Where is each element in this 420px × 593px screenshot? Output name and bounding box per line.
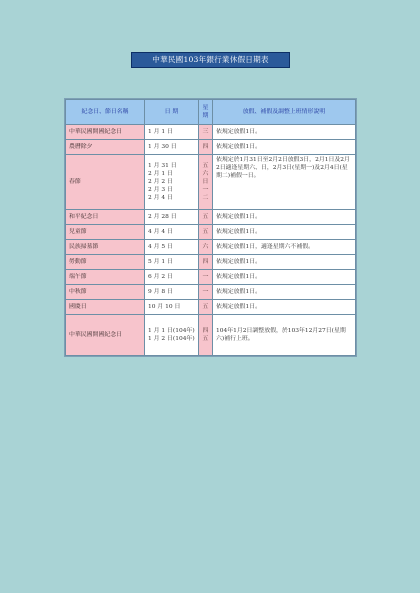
header-note: 放假、補假及調整上班情形說明 bbox=[213, 100, 355, 124]
holiday-weekday: 四 bbox=[199, 255, 212, 269]
holiday-date: 2 月 28 日 bbox=[145, 210, 198, 224]
holiday-note: 依規定放假1日。 bbox=[213, 285, 355, 299]
table-row bbox=[66, 300, 355, 314]
holiday-name: 兒童節 bbox=[66, 225, 144, 239]
holiday-name: 勞動節 bbox=[66, 255, 144, 269]
holiday-note: 104年1月2日調整放假，於103年12月27日(星期六)補行上班。 bbox=[213, 315, 355, 355]
holiday-name: 端午節 bbox=[66, 270, 144, 284]
header-holiday-name: 紀念日、節日名稱 bbox=[66, 100, 144, 124]
holiday-weekday: 五 bbox=[199, 300, 212, 314]
holiday-date: 1 月 30 日 bbox=[145, 140, 198, 154]
holiday-note: 依規定放假1日。 bbox=[213, 255, 355, 269]
page-title: 中華民國103年銀行業休假日期表 bbox=[131, 52, 290, 68]
holiday-name: 農曆除夕 bbox=[66, 140, 144, 154]
holiday-date: 9 月 8 日 bbox=[145, 285, 198, 299]
holiday-name: 中秋節 bbox=[66, 285, 144, 299]
holiday-note: 依規定放假1日。 bbox=[213, 140, 355, 154]
table-row bbox=[66, 255, 355, 269]
holiday-note: 依規定放假1日，適逢星期六不補假。 bbox=[213, 240, 355, 254]
holiday-weekday: 五 六 日 一 二 bbox=[199, 155, 212, 209]
table-row bbox=[66, 210, 355, 224]
header-date: 日 期 bbox=[145, 100, 198, 124]
holiday-note: 依規定放假1日。 bbox=[213, 270, 355, 284]
holiday-weekday: 一 bbox=[199, 285, 212, 299]
table-row bbox=[66, 140, 355, 154]
holiday-date: 5 月 1 日 bbox=[145, 255, 198, 269]
holiday-note: 依規定於1月31日至2月2日放假3日，2月1日及2月2日適逢星期六、日，2月3日(星期一)及2月4日(星期二)補假一日。 bbox=[213, 155, 355, 209]
holiday-name: 春節 bbox=[66, 155, 144, 209]
holiday-name: 民族掃墓節 bbox=[66, 240, 144, 254]
holiday-name: 和平紀念日 bbox=[66, 210, 144, 224]
holiday-note: 依規定放假1日。 bbox=[213, 210, 355, 224]
table-row bbox=[66, 270, 355, 284]
table-row bbox=[66, 285, 355, 299]
holiday-date: 1 月 1 日 bbox=[145, 125, 198, 139]
holiday-date: 4 月 5 日 bbox=[145, 240, 198, 254]
holiday-weekday: 三 bbox=[199, 125, 212, 139]
table-row bbox=[66, 225, 355, 239]
table-row bbox=[66, 155, 355, 209]
holiday-weekday: 一 bbox=[199, 270, 212, 284]
holiday-weekday: 五 bbox=[199, 225, 212, 239]
holiday-note: 依規定放假1日。 bbox=[213, 225, 355, 239]
holiday-weekday: 四 五 bbox=[199, 315, 212, 355]
table-header-row bbox=[66, 100, 355, 124]
table-row bbox=[66, 125, 355, 139]
holiday-name: 中華民國開國紀念日 bbox=[66, 315, 144, 355]
holiday-weekday: 五 bbox=[199, 210, 212, 224]
holiday-date: 4 月 4 日 bbox=[145, 225, 198, 239]
header-weekday: 星 期 bbox=[199, 100, 212, 124]
holiday-date: 10 月 10 日 bbox=[145, 300, 198, 314]
holiday-weekday: 六 bbox=[199, 240, 212, 254]
holiday-name: 中華民國開國紀念日 bbox=[66, 125, 144, 139]
holiday-name: 國慶日 bbox=[66, 300, 144, 314]
holiday-date: 1 月 31 日 2 月 1 日 2 月 2 日 2 月 3 日 2 月 4 日 bbox=[145, 155, 198, 209]
holiday-note: 依規定放假1日。 bbox=[213, 300, 355, 314]
holiday-schedule-table bbox=[64, 98, 357, 357]
holiday-note: 依規定放假1日。 bbox=[213, 125, 355, 139]
table-row bbox=[66, 240, 355, 254]
table-row bbox=[66, 315, 355, 355]
holiday-date: 1 月 1 日(104年) 1 月 2 日(104年) bbox=[145, 315, 198, 355]
holiday-weekday: 四 bbox=[199, 140, 212, 154]
holiday-date: 6 月 2 日 bbox=[145, 270, 198, 284]
